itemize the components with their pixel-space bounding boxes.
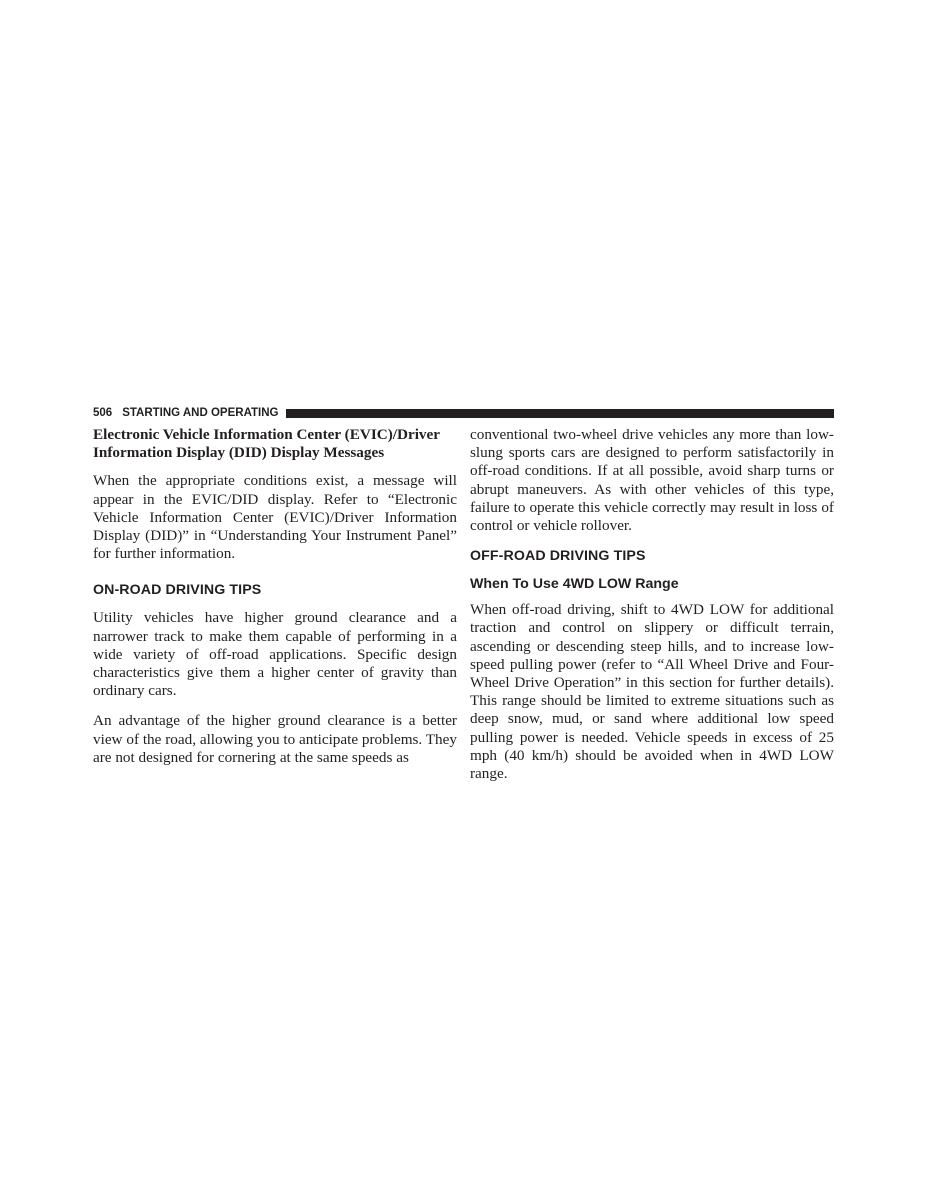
page-header: [93, 405, 834, 421]
evic-heading: Electronic Vehicle Information Center (EVIC)/Driver Information Display (DID) Display Messages: [93, 426, 440, 462]
header-rule: [286, 409, 835, 418]
section-title: STARTING AND OPERATING: [122, 407, 279, 419]
evic-paragraph: When the appropriate conditions exist, a message will appear in the EVIC/DID display. Refer to “Electronic Vehicle Information Center (EVIC)/Driver Information Display (DID)” in “Understanding Your Instrument Panel” for further information.: [93, 472, 457, 563]
onroad-heading: ON-ROAD DRIVING TIPS: [93, 582, 262, 599]
fourwd-subheading: When To Use 4WD LOW Range: [470, 576, 679, 593]
continued-paragraph: conventional two-wheel drive vehicles any more than low-slung sports cars are designed to perform satisfactorily in off-road conditions. If at all possible, avoid sharp turns or abrupt maneuvers. As with other vehicles of this type, failure to operate this vehicle correctly may result in loss of control or vehicle rollover.: [470, 426, 834, 535]
onroad-paragraph-2: An advantage of the higher ground clearance is a better view of the road, allowing you to anticipate problems. They are not designed for cornering at the same speeds as: [93, 712, 457, 766]
right-column: [470, 426, 834, 795]
offroad-heading: OFF-ROAD DRIVING TIPS: [470, 548, 646, 565]
onroad-paragraph-1: Utility vehicles have higher ground clearance and a narrower track to make them capable of performing in a wide variety of off-road applications. Specific design characteristics give them a higher center of gravity than ordinary cars.: [93, 609, 457, 700]
fourwd-paragraph: When off-road driving, shift to 4WD LOW for additional traction and control on slippery or difficult terrain, ascending or descending steep hills, and to increase low-speed pulling power (refer to “All Wheel Drive and Four-Wheel Drive Operation” in this section for further details). This range should be limited to extreme situations such as deep snow, mud, or sand where additional low speed pulling power is needed. Vehicle speeds in excess of 25 mph (40 km/h) should be avoided when in 4WD LOW range.: [470, 601, 834, 783]
left-column: [93, 426, 457, 779]
page-number: 506: [93, 407, 113, 419]
